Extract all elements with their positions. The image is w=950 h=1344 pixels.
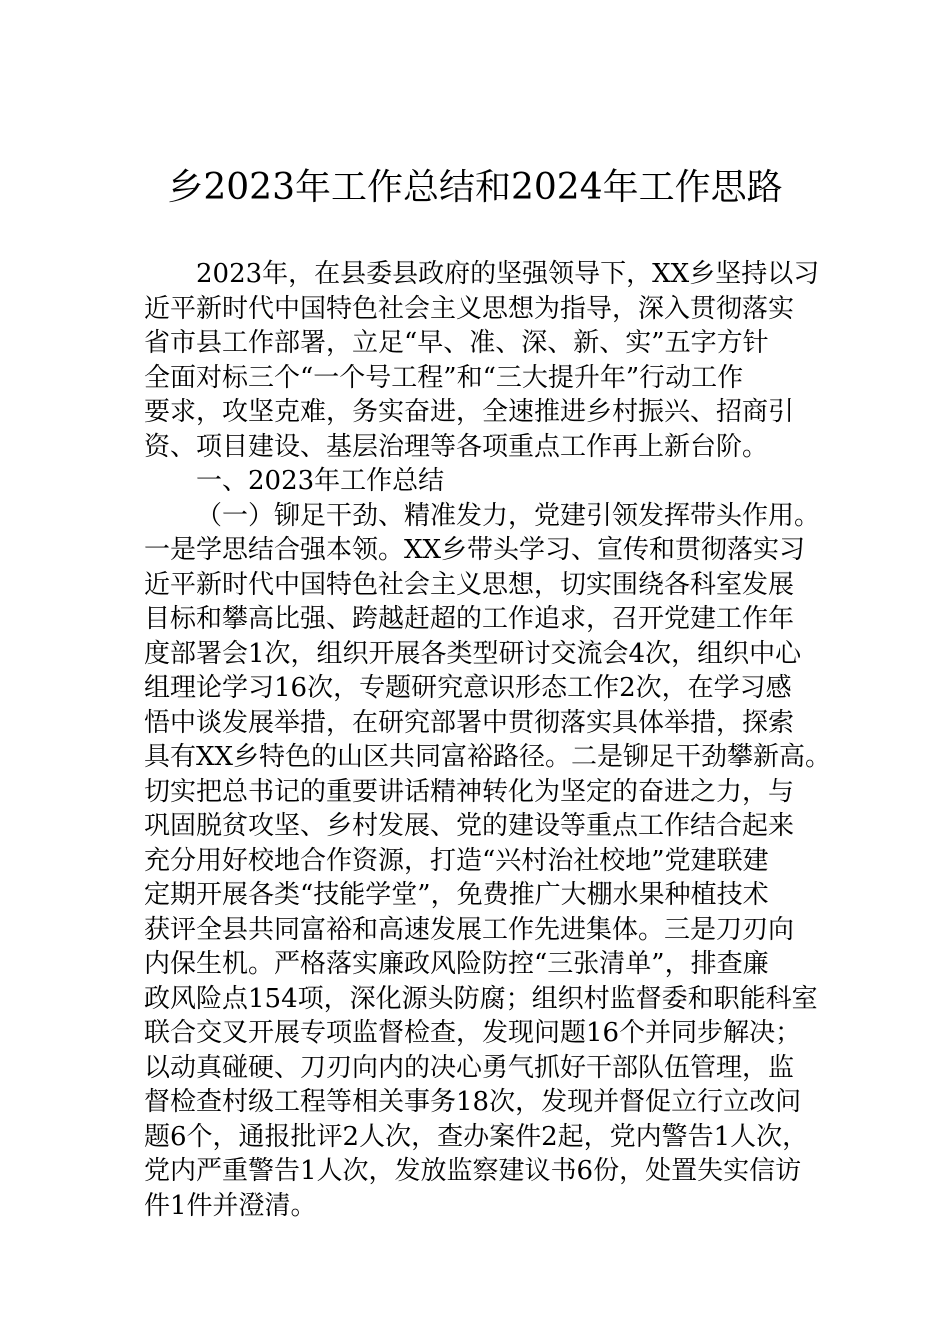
- paragraph-line: 切实把总书记的重要讲话精神转化为坚定的奋进之力，与: [144, 776, 795, 807]
- paragraph-line: 件1件并澄清。: [144, 1190, 317, 1221]
- document-title: 乡2023年工作总结和2024年工作思路: [167, 167, 783, 208]
- paragraph-line: 目标和攀高比强、跨越赶超的工作追求，召开党建工作年: [144, 604, 795, 634]
- paragraph-line: 组理论学习16次，专题研究意识形态工作2次，在学习感: [144, 673, 792, 703]
- paragraph-line: 全面对标三个“一个号工程”和“三大提升年”行动工作: [144, 362, 744, 393]
- paragraph-line: 近平新时代中国特色社会主义思想为指导，深入贯彻落实: [144, 293, 795, 324]
- paragraph-line: 内保生机。严格落实廉政风险防控“三张清单”，排查廉: [144, 949, 769, 979]
- paragraph-line: 督检查村级工程等相关事务18次，发现并督促立行立改问: [144, 1087, 802, 1117]
- paragraph-line: 政风险点154项，深化源头防腐；组织村监督委和职能科室: [144, 983, 818, 1014]
- paragraph-line: 充分用好校地合作资源，打造“兴村治社校地”党建联建: [144, 845, 769, 876]
- subsection-heading: （一）铆足干劲、精准发力，党建引领发挥带头作用。: [196, 500, 821, 531]
- paragraph-line: 获评全县共同富裕和高速发展工作先进集体。三是刀刃向: [144, 914, 795, 945]
- paragraph-line: 近平新时代中国特色社会主义思想，切实围绕各科室发展: [144, 569, 795, 600]
- paragraph-line: 一是学思结合强本领。XX乡带头学习、宣传和贯彻落实习: [144, 535, 806, 565]
- paragraph-line: 以动真碰硬、刀刃向内的决心勇气抓好干部队伍管理，监: [144, 1052, 795, 1083]
- paragraph-line: 题6个，通报批评2人次，查办案件2起，党内警告1人次，: [144, 1121, 809, 1152]
- paragraph-line: 要求，攻坚克难，务实奋进，全速推进乡村振兴、招商引: [144, 397, 795, 427]
- paragraph-line: 具有XX乡特色的山区共同富裕路径。二是铆足干劲攀新高。: [144, 742, 832, 772]
- paragraph-line: 党内严重警告1人次，发放监察建议书6份，处置失实信访: [144, 1156, 802, 1186]
- paragraph-line: 悟中谈发展举措，在研究部署中贯彻落实具体举措，探索: [144, 707, 795, 738]
- paragraph-line: 联合交叉开展专项监督检查，发现问题16个并同步解决；: [144, 1018, 802, 1048]
- paragraph-line: 定期开展各类“技能学堂”，免费推广大棚水果种植技术: [144, 880, 769, 910]
- paragraph-line: 资、项目建设、基层治理等各项重点工作再上新台阶。: [144, 431, 769, 462]
- paragraph-line: 2023年，在县委县政府的坚强领导下，XX乡坚持以习: [196, 259, 820, 289]
- document-body: [144, 257, 844, 1223]
- paragraph-line: 巩固脱贫攻坚、乡村发展、党的建设等重点工作结合起来: [144, 811, 795, 841]
- paragraph-line: 度部署会1次，组织开展各类型研讨交流会4次，组织中心: [144, 638, 802, 669]
- section-heading: 一、2023年工作总结: [196, 466, 445, 496]
- paragraph-line: 省市县工作部署，立足“早、准、深、新、实”五字方针: [144, 328, 769, 358]
